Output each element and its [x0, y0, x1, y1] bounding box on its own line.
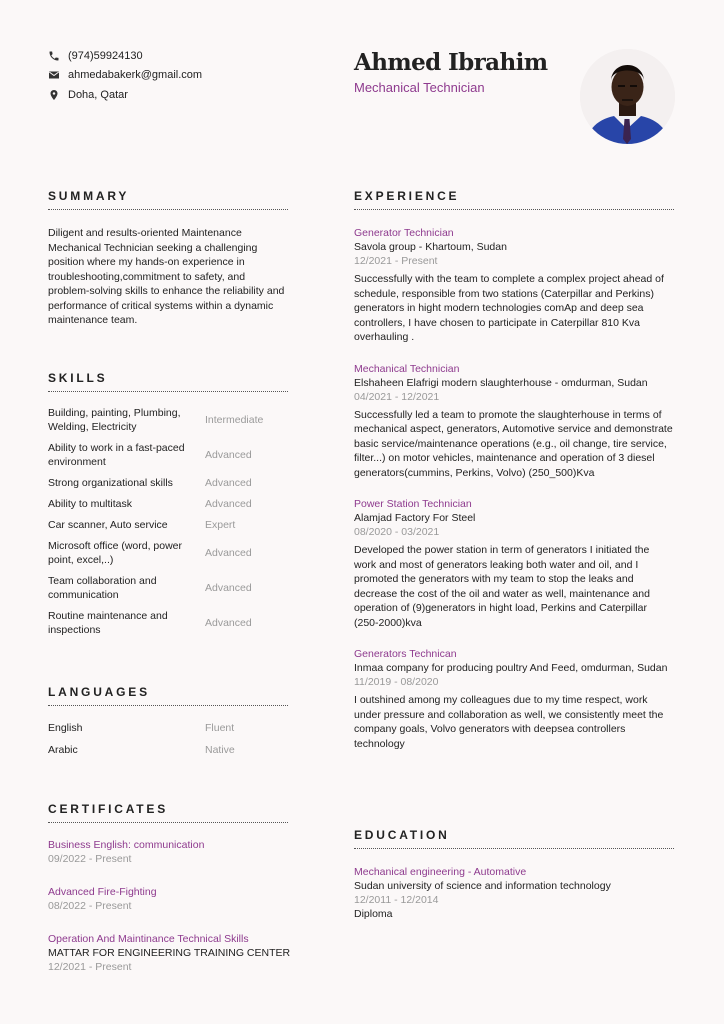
section-divider [48, 391, 288, 392]
section-divider [354, 848, 674, 849]
skill-row [48, 441, 288, 469]
candidate-role: Mechanical Technician [354, 80, 485, 95]
email-address[interactable]: ahmedabakerk@gmail.com [68, 69, 203, 82]
certificate-title: Operation And Maintinance Technical Skills [48, 933, 249, 945]
skill-name: Microsoft office (word, power point, excel,..) [48, 540, 183, 566]
experience-item [354, 497, 674, 630]
skill-row [48, 518, 288, 532]
skill-level: Advanced [205, 547, 252, 559]
location-text: Doha, Qatar [68, 88, 128, 101]
job-company: Elshaheen Elafrigi modern slaughterhouse - omdurman, Sudan [354, 376, 648, 389]
certificate-date: 09/2022 - Present [48, 853, 132, 865]
summary-section [48, 189, 288, 328]
map-pin-icon [48, 89, 60, 101]
skill-name: Routine maintenance and inspections [48, 610, 168, 636]
skills-list [48, 406, 288, 637]
skill-name: Ability to work in a fast-paced environment [48, 442, 185, 468]
languages-section [48, 685, 288, 757]
contact-email [48, 66, 202, 86]
skill-row [48, 476, 288, 490]
job-title: Generators Technican [354, 648, 457, 660]
skill-level: Intermediate [205, 414, 264, 426]
skill-name: Team collaboration and communication [48, 575, 157, 601]
skill-row [48, 539, 288, 567]
certificate-date: 08/2022 - Present [48, 900, 132, 912]
certificate-title: Advanced Fire-Fighting [48, 886, 157, 898]
skill-level: Advanced [205, 477, 252, 489]
degree-title: Mechanical engineering - Automative [354, 866, 527, 878]
skill-level: Advanced [205, 449, 252, 461]
certificates-section [48, 802, 291, 974]
job-company: Inmaa company for producing poultry And Feed, omdurman, Sudan [354, 662, 668, 674]
job-description: Successfully led a team to promote the slaughterhouse in terms of mechanical aspect, generators, Automotive service and demonstrate basic service/maintenance operations (e.g., oil change, tire service, filter...) on motor vehicles, maintenance and operation of 3 diesel generators(cummins, Perkins, Volvo) (250_500)Kva [354, 408, 673, 479]
language-level: Fluent [205, 722, 235, 734]
phone-icon [48, 50, 60, 62]
job-date: 12/2021 - Present [354, 255, 438, 267]
contact-phone [48, 46, 202, 66]
certificate-date: 12/2021 - Present [48, 961, 132, 973]
job-company: Savola group - Khartoum, Sudan [354, 241, 507, 253]
job-title: Generator Technician [354, 227, 454, 239]
skill-level: Advanced [205, 617, 252, 629]
skill-level: Advanced [205, 498, 252, 510]
certificates-heading: CERTIFICATES [48, 802, 169, 816]
language-name: English [48, 722, 83, 734]
certificates-list [48, 838, 291, 974]
certificate-issuer: MATTAR FOR ENGINEERING TRAINING CENTER [48, 947, 291, 959]
language-row [48, 743, 288, 757]
language-row [48, 721, 288, 735]
section-divider [48, 705, 288, 706]
job-date: 11/2019 - 08/2020 [354, 676, 439, 688]
job-description: Successfully with the team to complete a complex project ahead of schedule, responsible from two stations (Caterpillar and Perkins) generators in hight modern technologies comAp and deep sea controllers, I have chosen to participate in Caterpillar 810 Kva overhauling . [354, 273, 664, 343]
skill-name: Car scanner, Auto service [48, 519, 168, 531]
job-title: Power Station Technician [354, 498, 472, 510]
certificate-item [48, 932, 291, 974]
language-name: Arabic [48, 744, 78, 756]
certificate-item [48, 885, 288, 913]
experience-heading: EXPERIENCE [354, 189, 460, 203]
skill-row [48, 609, 288, 637]
job-title: Mechanical Technician [354, 362, 460, 375]
envelope-icon [48, 69, 60, 81]
language-level: Native [205, 744, 235, 756]
skill-name: Ability to multitask [48, 498, 133, 510]
section-divider [48, 209, 288, 210]
certificate-title: Business English: communication [48, 839, 205, 851]
skill-row [48, 406, 288, 434]
education-degree: Diploma [354, 908, 393, 920]
experience-item [354, 226, 674, 345]
education-item [354, 865, 674, 921]
job-date: 08/2020 - 03/2021 [354, 526, 440, 538]
skill-row [48, 497, 288, 511]
candidate-name: Ahmed Ibrahim [354, 49, 548, 76]
experience-item [354, 647, 674, 751]
summary-heading: SUMMARY [48, 189, 130, 203]
contact-location [48, 85, 202, 105]
profile-photo-image [580, 49, 675, 144]
certificate-item [48, 838, 288, 866]
languages-list [48, 721, 288, 757]
job-company: Alamjad Factory For Steel [354, 512, 476, 524]
skills-section [48, 371, 288, 637]
education-date: 12/2011 - 12/2014 [354, 894, 439, 906]
skill-name: Building, painting, Plumbing, Welding, Electricity [48, 407, 181, 433]
job-date: 04/2021 - 12/2021 [354, 390, 440, 403]
section-divider [354, 209, 674, 210]
profile-photo [580, 49, 675, 144]
contact-info [48, 46, 202, 105]
job-description: I outshined among my colleagues due to my time respect, work under pressure and collaboration as well, we consistently meet the company goals, Volvo generators with deepsea controllers technology [354, 694, 664, 750]
summary-text: Diligent and results-oriented Maintenance Mechanical Technician seeking a challenging position where my hands-on experience in troubleshooting,commitment to safety, and problem-solving skills to enhance the reliability and performance of critical systems within a dynamic maintenance team. [48, 227, 285, 326]
phone-number: (974)59924130 [68, 49, 143, 62]
skill-row [48, 574, 288, 602]
experience-item [354, 362, 674, 481]
experience-section [354, 189, 674, 751]
job-description: Developed the power station in term of generators I initiated the work and most of generators leaking both water and oil, and I promoted the generators with my team to stop the leaks and decrease the cost of the oil and water as well, maintenance and operation of (9)generators in hight load, Perkins and Caterpillar (250-2000)kva [354, 544, 650, 629]
education-heading: EDUCATION [354, 828, 450, 842]
skills-heading: SKILLS [48, 371, 108, 385]
skill-level: Advanced [205, 582, 252, 594]
school-name: Sudan university of science and information technology [354, 880, 611, 892]
skill-level: Expert [205, 519, 236, 531]
education-section [354, 828, 674, 921]
skill-name: Strong organizational skills [48, 477, 173, 489]
languages-heading: LANGUAGES [48, 685, 150, 699]
section-divider [48, 822, 288, 823]
